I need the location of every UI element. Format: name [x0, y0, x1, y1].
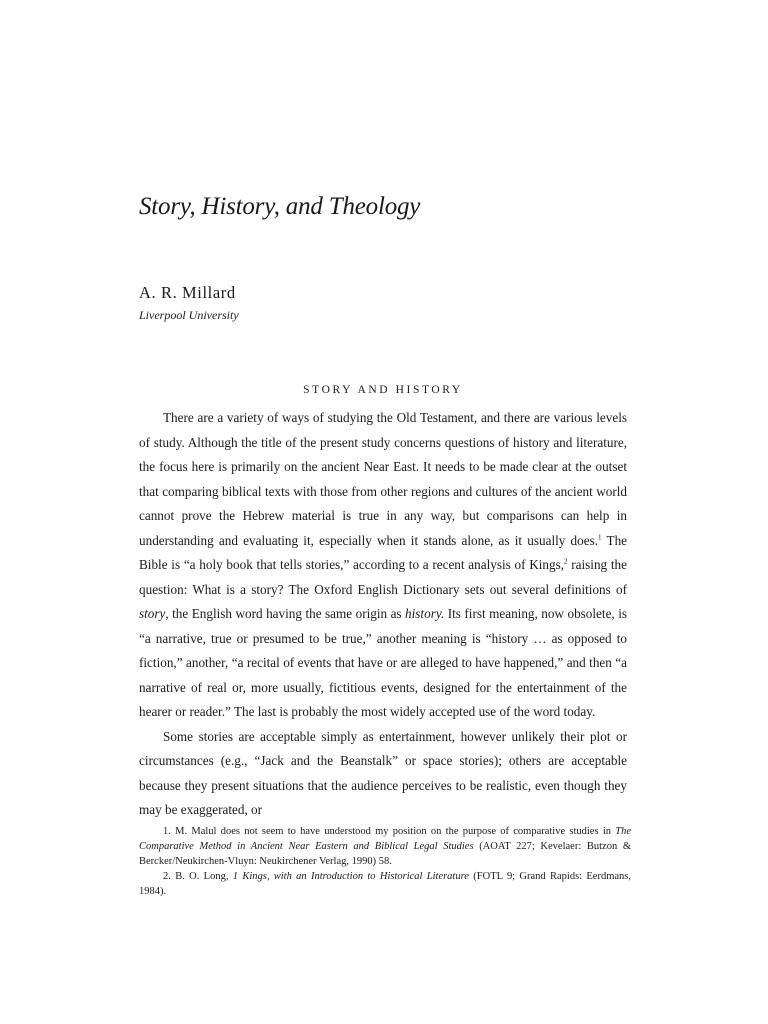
footnote-ref-1[interactable]: 1: [598, 533, 602, 542]
paragraph-1-part-3: raising the question: What is a story? The Oxford English Dictionary sets out several definitions of: [139, 557, 627, 597]
footnote-ref-2[interactable]: 2: [564, 557, 568, 566]
paragraph-2: Some stories are acceptable simply as entertainment, however unlikely their plot or circumstances (e.g., “Jack and the Beanstalk” or space stories); others are acceptable because they present situations that the audience perceives to be realistic, even though they may be exaggerated, or: [139, 728, 627, 817]
article-title: Story, History, and Theology: [139, 193, 421, 220]
footnote-2-part-2: (FOTL 9; Grand Rapids: Eerdmans, 1984).: [139, 871, 631, 898]
footnotes: [139, 824, 631, 899]
footnote-2-title: 1 Kings, with an Introduction to Historical Literature: [232, 871, 469, 883]
body-text: [139, 406, 627, 823]
term-story: story: [139, 606, 166, 621]
author-name: A. R. Millard: [139, 283, 236, 302]
author-affiliation: Liverpool University: [139, 308, 239, 322]
paragraph-1-part-5: Its first meaning, now obsolete, is “a narrative, true or presumed to be true,” another meaning is “history … as opposed to fiction,” another, “a recital of events that have or are alleged to have happened,” and then “a narrative of real or, more usually, fictitious events, designed for the entertainment of the hearer or reader.” The last is probably the most widely accepted use of the word today.: [139, 606, 627, 719]
footnote-1-part-2: (AOAT 227; Kevelaer: Butzon & Bercker/Neukirchen-Vluyn: Neukirchener Verlag, 1990) 58.: [139, 841, 632, 868]
paragraph-1-part-1: There are a variety of ways of studying the Old Testament, and there are various levels of study. Although the title of the present study concerns questions of history and literature, the focus here is primarily on the ancient Near East. It needs to be made clear at the outset that comparing biblical texts with those from other regions and cultures of the ancient world cannot prove the Hebrew material is true in any way, but comparisons can help in understanding and evaluating it, especially when it stands alone, as it usually does.: [139, 410, 627, 548]
section-heading: STORY AND HISTORY: [303, 384, 463, 396]
footnote-2: [139, 869, 631, 899]
footnote-1-title: The Comparative Method in Ancient Near Eastern and Biblical Legal Studies: [139, 826, 631, 853]
footnote-1-part-1: 1. M. Malul does not seem to have understood my position on the purpose of comparative studies in: [163, 826, 616, 837]
footnote-2-part-1: 2. B. O. Long,: [163, 871, 233, 883]
term-history: history.: [405, 606, 445, 621]
paragraph-1: [139, 406, 627, 725]
paragraph-1-part-2: The Bible is “a holy book that tells stories,” according to a recent analysis of Kings,: [139, 532, 628, 572]
paragraph-1-part-4: , the English word having the same origin as: [165, 606, 406, 621]
footnote-1: [139, 824, 631, 869]
